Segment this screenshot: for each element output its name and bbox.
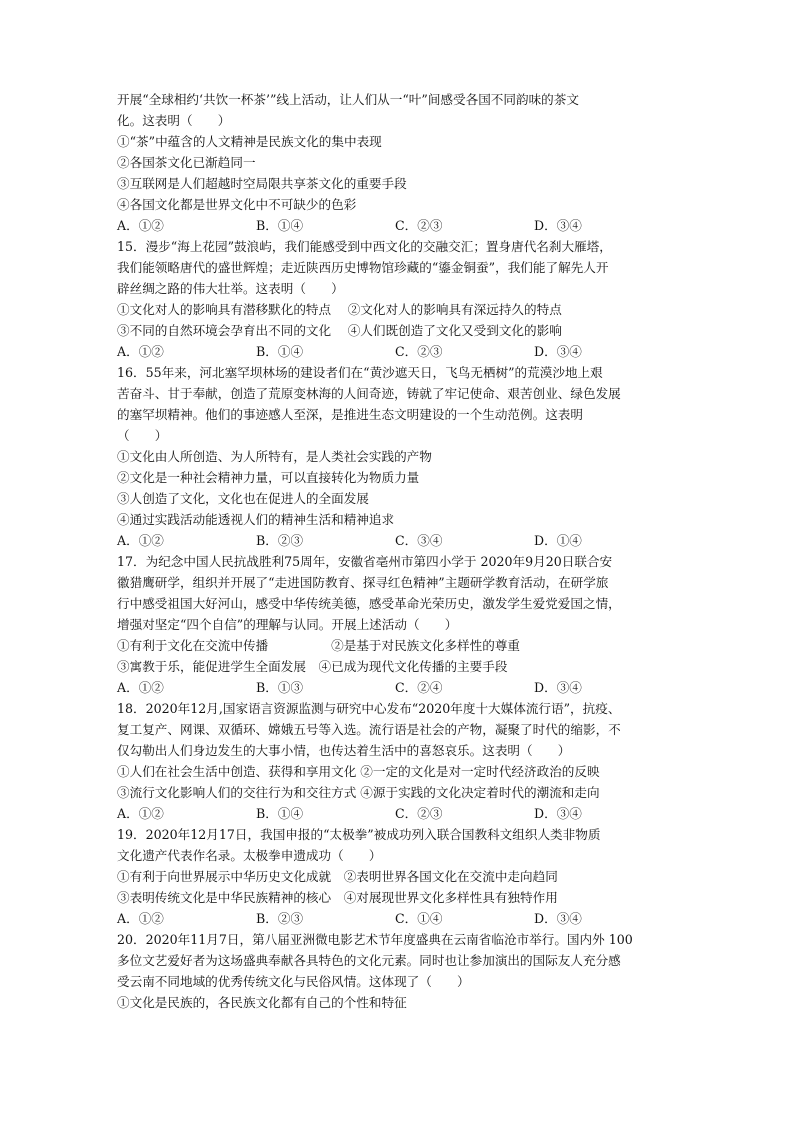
q14-statement: ①“茶”中蕴含的人文精神是民族文化的集中表现 bbox=[117, 134, 382, 149]
q14-option-c[interactable]: C．②③ bbox=[395, 218, 443, 233]
q19-option-d[interactable]: D．③④ bbox=[534, 911, 582, 926]
q15-statement: ③不同的自然环境会孕育出不同的文化 ④人们既创造了文化又受到文化的影响 bbox=[117, 323, 562, 338]
q19-option-a[interactable]: A．①② bbox=[117, 911, 164, 926]
q16-option-d[interactable]: D．①④ bbox=[534, 533, 582, 548]
q18-stem-line: 仅勾勒出人们身边发生的大事小情，也传达着生活中的喜怒哀乐。这表明（ ） bbox=[117, 743, 571, 758]
q17-statement: ③寓教于乐，能促进学生全面发展 ④已成为现代文化传播的主要手段 bbox=[117, 659, 508, 674]
q19-statement: ①有利于向世界展示中华历史文化成就 ②表明世界各国文化在交流中走向趋同 bbox=[117, 869, 558, 884]
q18-options bbox=[117, 804, 687, 824]
q17-option-a[interactable]: A．①② bbox=[117, 680, 164, 695]
q14-option-a[interactable]: A．①② bbox=[117, 218, 164, 233]
q16-option-b[interactable]: B．②③ bbox=[256, 533, 304, 548]
q17-stem-line: 17．为纪念中国人民抗战胜利75周年，安徽省亳州市第四小学于 2020年9月20日联合安 bbox=[117, 554, 613, 569]
q14-option-b[interactable]: B．①④ bbox=[256, 218, 304, 233]
q14-option-d[interactable]: D．③④ bbox=[534, 218, 582, 233]
q15-statement: ①文化对人的影响具有潜移默化的特点 ②文化对人的影响具有深远持久的特点 bbox=[117, 302, 562, 317]
q16-statement: ②文化是一种社会精神力量，可以直接转化为物质力量 bbox=[117, 470, 420, 485]
q17-stem-line: 徽猎鹰研学，组织并开展了“走进国防教育、探寻红色精神”主题研学教育活动，在研学旅 bbox=[117, 575, 609, 590]
q19-stem-line: 19．2020年12月17日，我国申报的“太极拳”被成功列入联合国教科文组织人类非物质 bbox=[117, 827, 601, 842]
q17-options bbox=[117, 678, 687, 698]
q17-stem-line: 行中感受祖国大好河山，感受中华传统美德，感受革命光荣历史，激发学生爱党爱国之情， bbox=[117, 596, 621, 611]
q15-stem-line: 我们能领略唐代的盛世辉煌；走近陕西历史博物馆珍藏的“鎏金铜蚕”，我们能了解先人开 bbox=[117, 260, 609, 275]
q17-statement: ①有利于文化在交流中传播 ②是基于对民族文化多样性的尊重 bbox=[117, 638, 520, 653]
q18-stem-line: 复工复产、网课、双循环、嫦娥五号等入选。流行语是社会的产物，凝聚了时代的缩影，不 bbox=[117, 722, 621, 737]
q15-option-d[interactable]: D．③④ bbox=[534, 344, 582, 359]
q14-stem-line: 开展“全球相约‘共饮一杯茶’”线上活动，让人们从一“叶”间感受各国不同韵味的茶文 bbox=[117, 92, 579, 107]
q18-option-d[interactable]: D．③④ bbox=[534, 806, 582, 821]
q15-option-b[interactable]: B．①④ bbox=[256, 344, 304, 359]
q19-options bbox=[117, 909, 687, 929]
q18-statement: ③流行文化影响人们的交往行为和交往方式 ④源于实践的文化决定着时代的潮流和走向 bbox=[117, 785, 600, 800]
q15-option-c[interactable]: C．②③ bbox=[395, 344, 443, 359]
q16-statement: ①文化由人所创造、为人所特有，是人类社会实践的产物 bbox=[117, 449, 432, 464]
q16-statement: ③人创造了文化，文化也在促进人的全面发展 bbox=[117, 491, 369, 506]
q19-stem-line: 文化遗产代表作名录。太极拳申遗成功（ ） bbox=[117, 848, 382, 863]
q18-option-c[interactable]: C．②③ bbox=[395, 806, 443, 821]
q18-option-b[interactable]: B．①④ bbox=[256, 806, 304, 821]
q16-stem-line: 苦奋斗、甘于奉献，创造了荒原变林海的人间奇迹，铸就了牢记使命、艰苦创业、绿色发展 bbox=[117, 386, 621, 401]
q16-stem-line: 16．55年来，河北塞罕坝林场的建设者们在“黄沙遮天日，飞鸟无栖树”的荒漠沙地上艰 bbox=[117, 365, 603, 380]
q17-stem-line: 增强对坚定“四个自信”的理解与认同。开展上述活动（ ） bbox=[117, 617, 458, 632]
q15-option-a[interactable]: A．①② bbox=[117, 344, 164, 359]
q20-statement: ①文化是民族的，各民族文化都有自己的个性和特征 bbox=[117, 995, 407, 1010]
q19-option-c[interactable]: C．①④ bbox=[395, 911, 443, 926]
q14-options bbox=[117, 216, 687, 236]
q14-statement: ③互联网是人们超越时空局限共享茶文化的重要手段 bbox=[117, 176, 407, 191]
q18-stem-line: 18．2020年12月,国家语言资源监测与研究中心发布“2020年度十大媒体流行语”，抗疫、 bbox=[117, 701, 621, 716]
q16-option-a[interactable]: A．①② bbox=[117, 533, 164, 548]
q17-option-c[interactable]: C．②④ bbox=[395, 680, 443, 695]
q14-statement: ②各国茶文化已渐趋同一 bbox=[117, 155, 256, 170]
q16-options bbox=[117, 531, 687, 551]
q14-stem-line: 化。这表明（ ） bbox=[117, 113, 231, 128]
q14-statement: ④各国文化都是世界文化中不可缺少的色彩 bbox=[117, 197, 357, 212]
q17-option-b[interactable]: B．①③ bbox=[256, 680, 304, 695]
q20-stem-line: 20．2020年11月7日，第八届亚洲微电影艺术节年度盛典在云南省临沧市举行。国内外 100 bbox=[117, 932, 633, 947]
q20-stem-line: 受云南不同地域的优秀传统文化与民俗风情。这体现了（ ） bbox=[117, 974, 470, 989]
q19-option-b[interactable]: B．②③ bbox=[256, 911, 304, 926]
q18-statement: ①人们在社会生活中创造、获得和享用文化 ②一定的文化是对一定时代经济政治的反映 bbox=[117, 764, 600, 779]
q20-stem-line: 多位文艺爱好者为这场盛典奉献各具特色的文化元素。同时也让参加演出的国际友人充分感 bbox=[117, 953, 621, 968]
q18-option-a[interactable]: A．①② bbox=[117, 806, 164, 821]
q15-options bbox=[117, 342, 687, 362]
q16-option-c[interactable]: C．③④ bbox=[395, 533, 443, 548]
q16-stem-line: 的塞罕坝精神。他们的事迹感人至深，是推进生态文明建设的一个生动范例。这表明 bbox=[117, 407, 583, 422]
q17-option-d[interactable]: D．③④ bbox=[534, 680, 582, 695]
q16-statement: ④通过实践活动能透视人们的精神生活和精神追求 bbox=[117, 512, 395, 527]
q15-stem-line: 辟丝绸之路的伟大壮举。这表明（ ） bbox=[117, 281, 344, 296]
q15-stem-line: 15．漫步“海上花园”鼓浪屿，我们能感受到中西文化的交融交汇；置身唐代名刹大雁塔， bbox=[117, 239, 612, 254]
q19-statement: ③表明传统文化是中华民族精神的核心 ④对展现世界文化多样性具有独特作用 bbox=[117, 890, 558, 905]
q16-stem-line: （ ） bbox=[117, 428, 168, 443]
